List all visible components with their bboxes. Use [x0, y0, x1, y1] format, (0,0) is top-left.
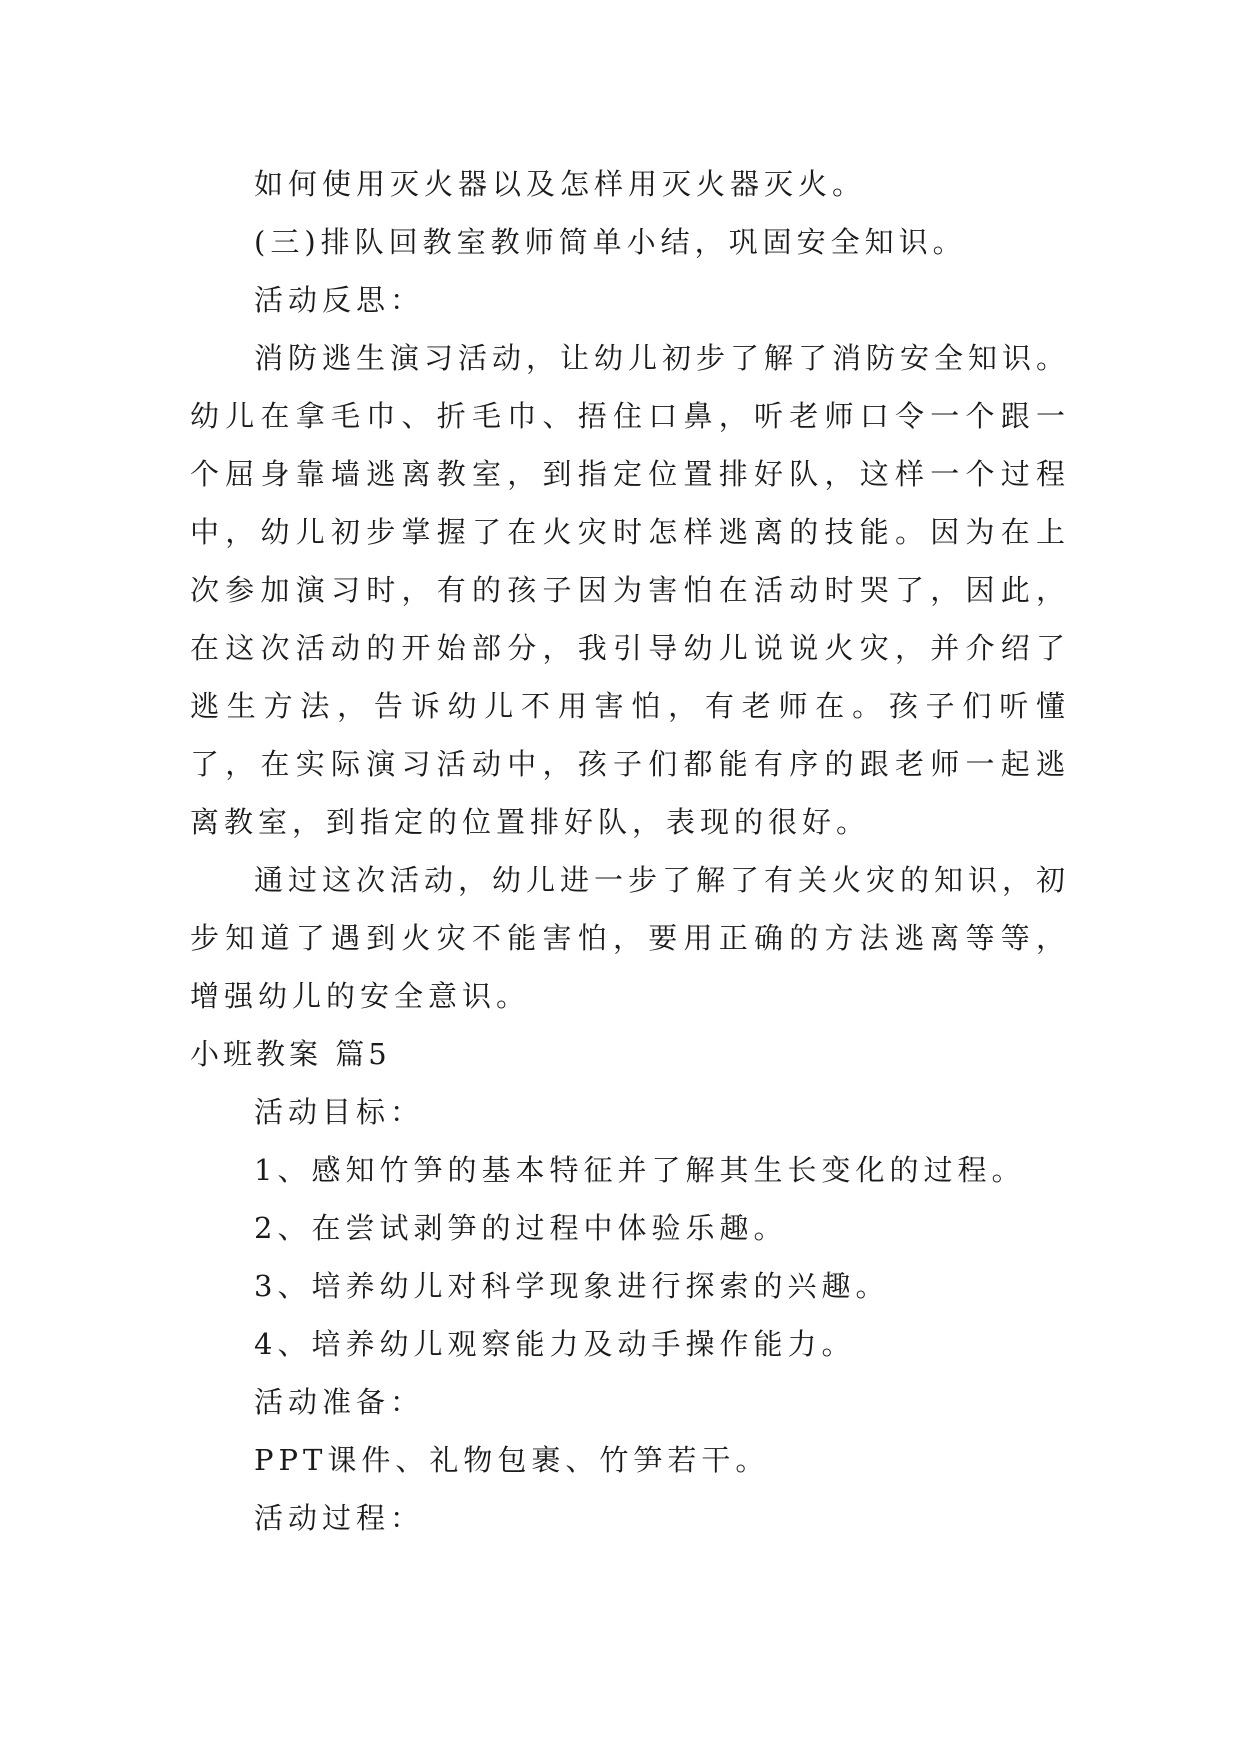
- paragraph-reflection-body: 消防逃生演习活动，让幼儿初步了解了消防安全知识。幼儿在拿毛巾、折毛巾、捂住口鼻，听老师口令一个跟一个屈身靠墙逃离教室，到指定位置排好队，这样一个过程中，幼儿初步掌握了在火灾时怎样逃离的技能。因为在上次参加演习时，有的孩子因为害怕在活动时哭了，因此，在这次活动的开始部分，我引导幼儿说说火灾，并介绍了逃生方法，告诉幼儿不用害怕，有老师在。孩子们听懂了，在实际演习活动中，孩子们都能有序的跟老师一起逃离教室，到指定的位置排好队，表现的很好。: [190, 341, 1071, 839]
- lesson-heading: 小班教案 篇5: [190, 1037, 391, 1071]
- section-label-reflection: 活动反思：: [254, 283, 425, 317]
- goal-item-3: 3、培养幼儿对科学现象进行探索的兴趣。: [254, 1269, 890, 1303]
- paragraph-summary-step: (三)排队回教室教师简单小结，巩固安全知识。: [254, 225, 967, 259]
- goal-item-4: 4、培养幼儿观察能力及动手操作能力。: [254, 1327, 856, 1361]
- document-body: [190, 155, 1070, 1547]
- paragraph-fire-extinguisher: 如何使用灭火器以及怎样用灭火器灭火。: [254, 167, 867, 201]
- goal-item-2: 2、在尝试剥笋的过程中体验乐趣。: [254, 1211, 788, 1245]
- section-label-goals: 活动目标：: [254, 1095, 425, 1129]
- section-label-process: 活动过程：: [254, 1501, 425, 1535]
- paragraph-reflection-conclusion: 通过这次活动，幼儿进一步了解了有关火灾的知识，初步知道了遇到火灾不能害怕，要用正确的方法逃离等等，增强幼儿的安全意识。: [190, 863, 1071, 1013]
- goal-item-1: 1、感知竹笋的基本特征并了解其生长变化的过程。: [254, 1153, 1026, 1187]
- section-label-preparation: 活动准备：: [254, 1385, 425, 1419]
- paragraph-materials: PPT课件、礼物包裹、竹笋若干。: [254, 1443, 770, 1477]
